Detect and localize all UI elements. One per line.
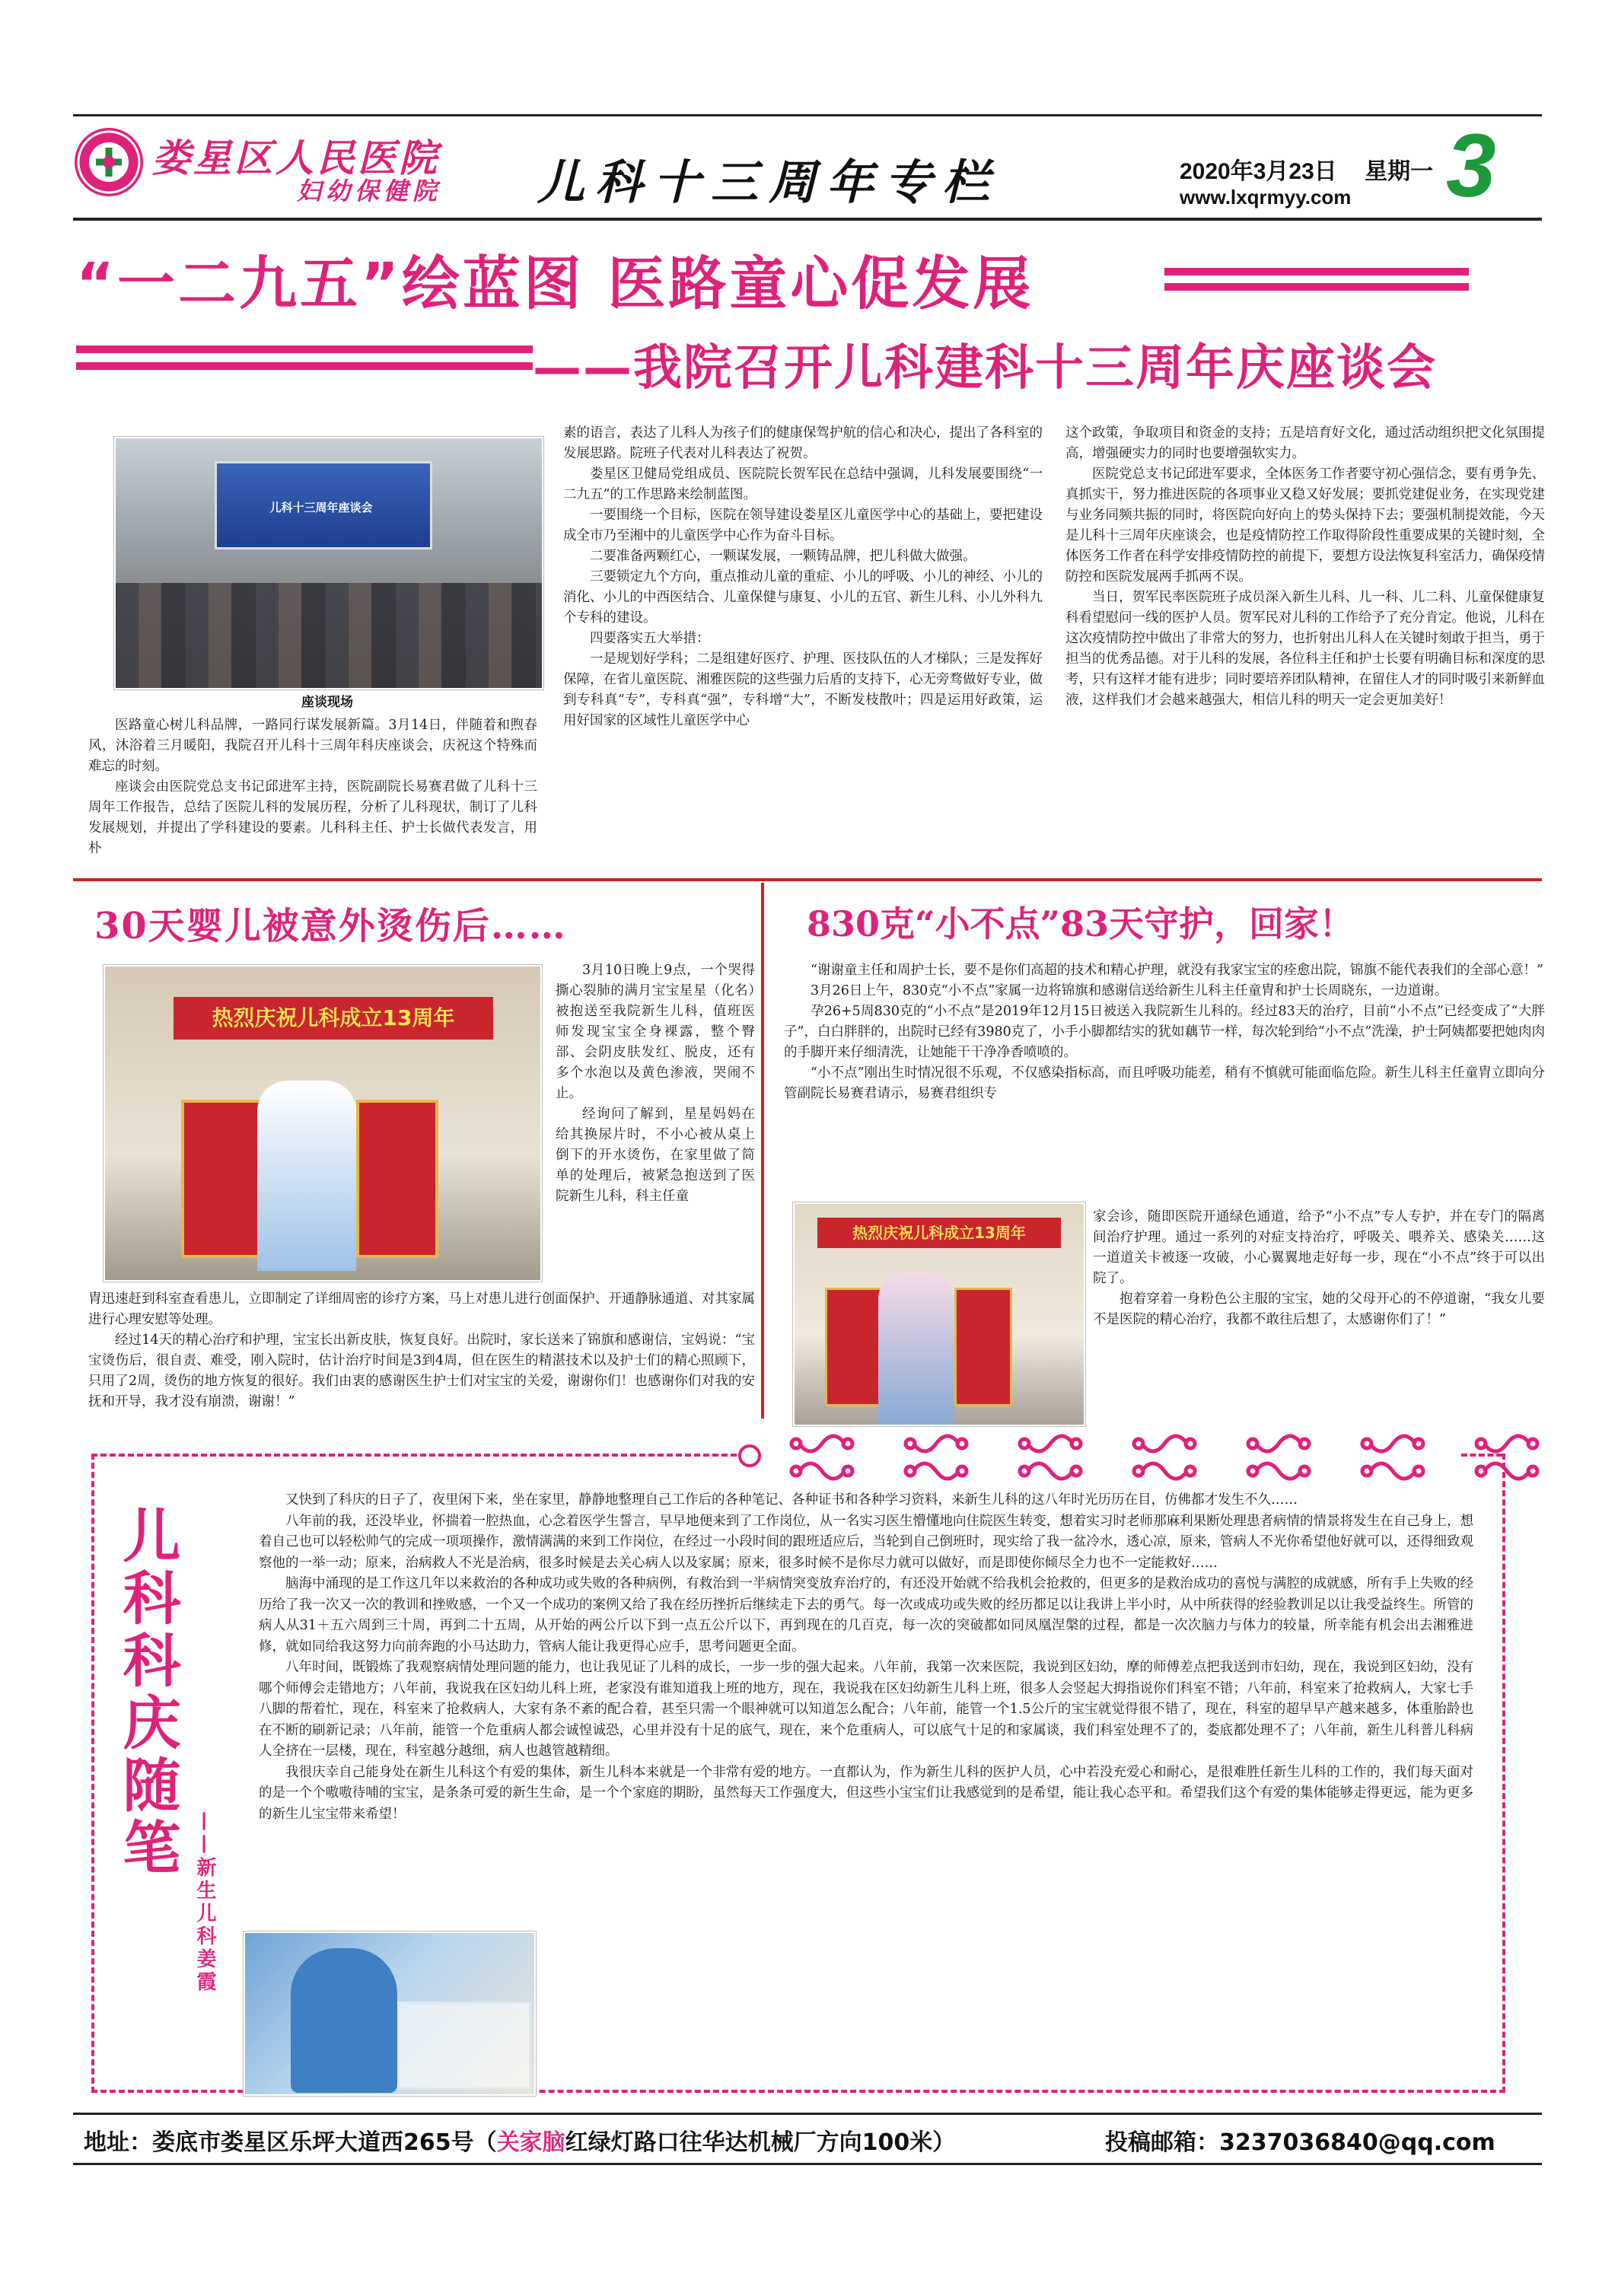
article2-pennant-left: [181, 1100, 263, 1258]
article1-col1-para: 座谈会由医院党总支书记邱进军主持，医院副院长易赛君做了儿科十三周年工作报告，总结了医院儿科的发展历程，分析了儿科现状，制订了儿科发展规划，并提出了学科建设的要素。儿科科主任、护士长做代表发言，用朴: [88, 779, 537, 856]
article3-column-top: [784, 960, 1545, 1104]
address-label: 地址：: [84, 2129, 152, 2156]
article1-col2-para: 四要落实五大举措：: [590, 631, 710, 646]
section-divider-vertical: [761, 883, 764, 1419]
article2-photo-banner: 热烈庆祝儿科成立13周年: [174, 997, 493, 1040]
essay-author-vertical: ——新生儿科姜霞: [193, 1811, 216, 1994]
article1-column-1: [88, 715, 537, 859]
article3-photo: [793, 1202, 1085, 1426]
footer-email: [1105, 2123, 1495, 2157]
article1-col2-para: 娄星区卫健局党组成员、医院院长贺军民在总结中强调，儿科发展要围绕“一二九五”的工作思路来绘制蓝图。: [563, 467, 1043, 502]
article1-col3-para: 医院党总支书记邱进军要求，全体医务工作者要守初心强信念，要有勇争先、真抓实干，努力推进医院的各项事业又稳又好发展；要抓党建促业务，在实现党建与业务同频共振的同时，将医院向好向上的势头保持下去；要强机制提效能，今天是儿科十三周年庆座谈会，也是疫情防控工作取得阶段性重要成果的关键时刻，全体医务工作者在科学安排疫情防控的前提下，要想方设法恢复科室活力，确保疫情防控和医院发展两手抓两不误。: [1065, 467, 1545, 584]
meeting-photo-caption: 座谈现场: [301, 695, 353, 710]
article1-col2-para: 三要锁定九个方向，重点推动儿童的重症、小儿的呼吸、小儿的神经、小儿的消化、小儿的中西医结合、儿童保健与康复、小儿的五官、新生儿科、小儿外科九个专科的建设。: [563, 569, 1043, 626]
article2-para: 经询问了解到，星星妈妈在给其换尿片时，不小心被从桌上倒下的开水烫伤，在家里做了简单的处理后，被紧急抱送到了医院新生儿科，科主任童: [556, 1107, 755, 1204]
article2-para: 胄迅速赶到科室查看患儿，立即制定了详细周密的诊疗方案，马上对患儿进行创面保护、开通静脉通道、对其家属进行心理安慰等处理。: [88, 1291, 755, 1327]
meeting-photo: [114, 437, 543, 689]
headline-bar-left: [76, 346, 533, 353]
article2-para: 经过14天的精心治疗和护理，宝宝长出新皮肤，恢复良好。出院时，家长送来了锦旗和感谢信，宝妈说：“宝宝烫伤后，很自责、难受，刚入院时，估计治疗时间是3到4周，但在医生的精湛技术以及护士们的精心照顾下，只用了2周，烫伤的地方恢复的很好。我们由衷的感谢医生护士们对宝宝的关爱，谢谢你们！也感谢你们对我的安抚和开导，我才没有崩溃，谢谢！”: [88, 1333, 755, 1409]
website: www.lxqrmyy.com: [1180, 186, 1352, 209]
meeting-audience: [116, 583, 542, 688]
article1-column-3: [1065, 423, 1545, 711]
article1-column-2: [563, 423, 1043, 731]
essay-para: 我很庆幸自己能身处在新生儿科这个有爱的集体，新生儿科本来就是一个非常有爱的地方。一直都认为，作为新生儿科的医护人员，心中若没充爱心和耐心，是很难胜任新生儿科的工作的，我们每天面对的是一个个嗷嗷待哺的宝宝，是条条可爱的新生生命，是一个个家庭的期盼，虽然每天工作强度大，但这些小宝宝们让我感觉到的是希望，能让我心态平和。希望我们这个有爱的集体能够走得更远，能为更多的新生儿宝宝带来希望！: [259, 1764, 1473, 1822]
main-subheadline: ——我院召开儿科建科十三周年庆座谈会: [533, 340, 1437, 396]
footer-rule-top: [73, 2113, 1542, 2115]
article2-staff-group: [257, 1081, 356, 1271]
article1-col2-para: 一是规划好学科；二是组建好医疗、护理、医技队伍的人才梯队；三是发挥好保障，在省儿童医院、湘雅医院的这些强力后盾的支持下，心无旁骛做好专业，做到专科真“专”，专科真“强”，专科增“大”，不断发枝散叶；四是运用好政策，运用好国家的区域性儿童医学中心: [563, 651, 1043, 728]
essay-frame-top-right: [1461, 1454, 1502, 1457]
weekday-text: 星期一: [1365, 159, 1434, 184]
essay-para: 脑海中涌现的是工作这几年以来救治的各种成功或失败的各种病例，有救治到一半病情突变放弃治疗的，有还没开始就不给我机会抢救的，但更多的是救治成功的喜悦与满腔的成就感，所有手上失败的经历给了我一次又一次的教训和挫败感，一个又一个成功的案例又给了我在经历挫折后继续走下去的勇气。每一次或成功或失败的经历都足以让我讲上半小时，从中所获得的经验教训足以让我受益终生。所管的病人从31＋五六周到三十周，再到二十五周，从开始的两公斤以下到一点五公斤以下，再到现在的几百克，每一次的突破都如同凤凰涅槃的过程，都是一次次脑力与体力的较量，所幸能有机会出去湘雅进修，就如同给我这努力向前奔跑的小马达助力，管病人能让我更得心应手，思考问题更全面。: [259, 1576, 1473, 1654]
article3-staff-group: [878, 1272, 954, 1425]
issue-date: [1180, 152, 1433, 186]
essay-frame-top-left: [91, 1454, 746, 1457]
article3-para: “小不点”刚出生时情况很不乐观，不仅感染指标高，而且呼吸功能差，稍有不慎就可能面临危险。新生儿科主任童胄立即向分管副院长易赛君请示，易赛君组织专: [784, 1065, 1545, 1101]
email-label: 投稿邮箱：: [1105, 2129, 1219, 2156]
meeting-screen-banner: 儿科十三周年座谈会: [269, 501, 373, 514]
article3-title: 830克“小不点”83天守护，回家！: [807, 903, 1354, 944]
article1-col2-para: 二要准备两颗红心，一颗谋发展，一颗铸品牌，把儿科做大做强。: [590, 549, 976, 564]
article1-col2-para: 素的语言，表达了儿科人为孩子们的健康保驾护航的信心和决心，提出了各科室的发展思路。院班子代表对儿科表达了祝贺。: [563, 425, 1043, 461]
essay-frame-knob-top: [738, 1444, 761, 1467]
nicu-photo: [244, 1931, 536, 2096]
masthead-rule-bottom: [73, 218, 1542, 221]
headline-bar-top-right-2: [1164, 283, 1469, 291]
page-number: 3: [1446, 116, 1496, 216]
article2-para: 3月10日晚上9点，一个哭得撕心裂肺的满月宝宝星星（化名）被抱送至我院新生儿科，值班医师发现宝宝全身裸露，整个臀部、会阴皮肤发红、脱皮，还有多个水泡以及黄色渗液，哭闹不止。: [556, 963, 755, 1101]
article3-column-right: [1093, 1207, 1545, 1330]
article3-para: 3月26日上午，830克“小不点”家属一边将锦旗和感谢信送给新生儿科主任童胄和护士长周晓东，一边道谢。: [811, 983, 1448, 998]
article2-photo: [104, 965, 542, 1282]
essay-para: 又快到了科庆的日子了，夜里闲下来，坐在家里，静静地整理自己工作后的各种笔记、各种证书和各种学习资料，来新生儿科的这八年时光历历在目，仿佛都才发生不久……: [285, 1492, 1298, 1508]
essay-title-vertical: 儿科科庆随笔: [113, 1505, 181, 1880]
date-text: 2020年3月23日: [1180, 159, 1337, 184]
essay-para: 八年时间，既锻炼了我观察病情处理问题的能力，也让我见证了儿科的成长，一步一步的强大起来。八年前，我第一次来医院，我说到区妇幼，摩的师傅差点把我送到市妇幼，现在，我说到区妇幼，没有哪个师傅会走错地方；八年前，我说我在区妇幼儿科上班，老家没有谁知道我上班的地方，现在，我说我在区妇幼新生儿科上班，很多人会竖起大拇指说你们科室不错；八年前，科室来了抢救病人，大家七手八脚的帮着忙，现在，科室来了抢救病人，大家有条不紊的配合着，甚至只需一个眼神就可以知道怎么配合；八年前，能管一个1.5公斤的宝宝就觉得很不错了，现在，科室的超早早产越来越多，体重胎龄也在不断的刷新记录；八年前，能管一个危重病人都会诚惶诚恐，心里并没有十足的底气，现在，来个危重病人，可以底气十足的和家属谈，我们科室处理不了的，娄底都处理不了；八年前，新生儿科普儿科病人全挤在一层楼，现在，科室越分越细，病人也越管越精细。: [259, 1660, 1473, 1759]
column-title: 儿科十三周年专栏: [537, 154, 1001, 210]
article1-col3-para: 这个政策，争取项目和资金的支持；五是培育好文化，通过活动组织把文化氛围提高，增强硬实力的同时也要增强软实力。: [1065, 425, 1545, 461]
article3-para: “谢谢童主任和周护士长，要不是你们高超的技术和精心护理，就没有我家宝宝的痊愈出院，锦旗不能代表我们的全部心意！”: [811, 963, 1543, 978]
article3-pennant-right: [954, 1288, 1012, 1406]
address-rest: 红绿灯路口往华达机械厂方向100米）: [565, 2129, 956, 2156]
article2-title: 30天婴儿被意外烫伤后……: [94, 905, 567, 947]
article2-pennant-right: [356, 1100, 438, 1258]
article3-para: 孕26+5周830克的“小不点”是2019年12月15日被送入我院新生儿科的。经过83天的治疗，目前“小不点”已经变成了“大胖子”，白白胖胖的，出院时已经有3980克了，小手小脚都结实的犹如藕节一样，每次轮到给“小不点”洗澡，护士阿姨都要把她肉肉的手脚开来仔细清洗，让她能干干净净香喷喷的。: [784, 1004, 1545, 1060]
headline-bar-left-2: [76, 362, 533, 370]
address-text: 娄底市娄星区乐坪大道西265号（: [152, 2129, 497, 2156]
article1-col3-para: 当日，贺军民率医院班子成员深入新生儿科、儿一科、儿二科、儿童保健康复科看望慰问一线的医护人员。贺军民对儿科的工作给予了充分肯定。他说，儿科在这次疫情防控中做出了非常大的努力，也折射出儿科人在关键时刻敢于担当，勇于担当的优秀品德。对于儿科的发展，各位科主任和护士长要有明确目标和深度的思考，只有这样才能有进步；同时要培养团队精神，在留住人才的同时吸引来新鲜血液，这样我们才会越来越强大，相信儿科的明天一定会更加美好！: [1065, 590, 1545, 708]
article3-para: 家会诊，随即医院开通绿色通道，给予“小不点”专人专护，并在专门的隔离间治疗护理。通过一系列的对症支持治疗，呼吸关、喂养关、感染关……这一道道关卡被逐一攻破，小心翼翼地走好每一步，现在“小不点”终于可以出院了。: [1093, 1209, 1545, 1286]
article1-col2-para: 一要围绕一个目标，医院在领导建设娄星区儿童医学中心的基础上，要把建设成全市乃至湘中的儿童医学中心作为奋斗目标。: [563, 508, 1043, 543]
article3-pennant-left: [825, 1288, 883, 1406]
article2-column-full: [88, 1289, 755, 1412]
nicu-incubator: [397, 2001, 531, 2090]
footer-rule-bottom: [73, 2163, 1542, 2165]
hospital-logo-icon: [75, 128, 143, 196]
nicu-nurse: [291, 1948, 397, 2093]
headline-bar-top-right: [1164, 268, 1469, 275]
article3-para: 抱着穿着一身粉色公主服的宝宝，她的父母开心的不停道谢，“我女儿要不是医院的精心治疗，我都不敢往后想了，太感谢你们了！”: [1093, 1291, 1545, 1327]
essay-body: [259, 1490, 1473, 1825]
article2-column-right: [556, 960, 755, 1207]
hospital-name-line2: 妇幼保健院: [297, 177, 442, 205]
masthead-rule-top: [73, 114, 1542, 116]
main-headline: “一二九五”绘蓝图 医路童心促发展: [76, 250, 1034, 317]
address-landmark: 关家脑: [496, 2129, 565, 2156]
essay-para: 八年前的我，还没毕业，怀揣着一腔热血，心念着医学生誓言，早早地便来到了工作岗位，从一名实习医生懵懂地向住院医生转变，想着实习时老师那麻利果断处理患者病情的情景将发生在自己身上，想着自己也可以轻松帅气的完成一项项操作，激情满满的来到工作岗位，在经过一小段时间的跟班适应后，当轮到自己倒班时，现实给了我一盆冷水，透心凉，原来，管病人不光你希望他好就可以，还得细致观察他的一举一动；原来，治病救人不光是治病，很多时候是去关心病人以及家属；原来，很多时候不是你尽力就可以做好，而是即使你倾尽全力也不一定能救好……: [259, 1513, 1473, 1571]
section-divider-horizontal: [73, 878, 1542, 881]
hospital-name-line1: 娄星区人民医院: [152, 135, 440, 180]
email-address[interactable]: 3237036840@qq.com: [1219, 2129, 1495, 2156]
footer-address: [84, 2123, 955, 2157]
article1-col1-para: 医路童心树儿科品牌，一路同行谋发展新篇。3月14日，伴随着和煦春风，沐浴着三月暖阳，我院召开儿科十三周年科庆座谈会，庆祝这个特殊而难忘的时刻。: [88, 718, 537, 774]
hospital-logo: [75, 128, 143, 196]
article3-photo-banner: 热烈庆祝儿科成立13周年: [817, 1218, 1061, 1248]
